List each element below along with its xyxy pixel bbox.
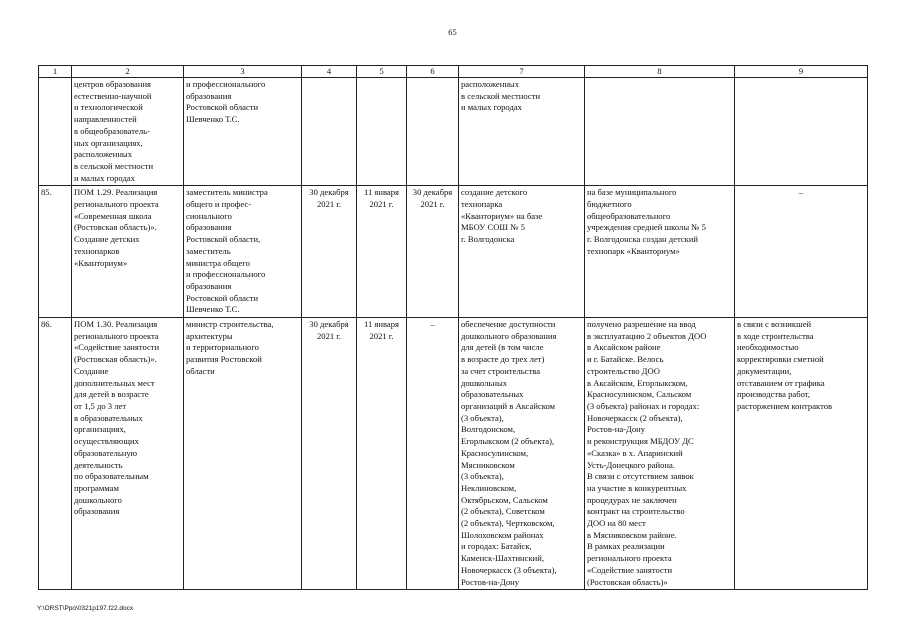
- reason-cell: [735, 78, 868, 186]
- report-table: [38, 65, 868, 590]
- row-number: 85.: [39, 186, 72, 318]
- col-header: 9: [735, 66, 868, 78]
- end-date-cell: 30 декабря 2021 г.: [407, 186, 459, 318]
- col-header: 5: [357, 66, 407, 78]
- start-date-cell: 11 января 2021 г.: [357, 318, 407, 590]
- reason-cell: в связи с возникшей в ходе строительства необходимостью корректировки сметной документации, отставанием от графика производства работ, расторжением контрактов: [735, 318, 868, 590]
- responsible-cell: заместитель министра общего и профес- сионального образования Ростовской области, заместитель министра общего и профессионального образования Ростовской области Шевченко Т.С.: [184, 186, 302, 318]
- event-cell: ПОМ 1.29. Реализация регионального проекта «Современная школа (Ростовская область)». Создание детских технопарков «Кванториум»: [72, 186, 184, 318]
- reason-cell: –: [735, 186, 868, 318]
- responsible-cell: министр строительства, архитектуры и территориального развития Ростовской области: [184, 318, 302, 590]
- file-path-footer: Y:\ORST\Ppo\0321p197.f22.docx: [37, 605, 134, 612]
- col-header: 4: [302, 66, 357, 78]
- plan-date-cell: 30 декабря 2021 г.: [302, 186, 357, 318]
- page-number: 65: [448, 27, 457, 37]
- actual-result-cell: [585, 78, 735, 186]
- start-date-cell: [357, 78, 407, 186]
- row-number: 86.: [39, 318, 72, 590]
- event-cell: центров образования естественно-научной и технологической направленностей в общеобразователь- ных организациях, расположенных в сельской местности и малых городах: [72, 78, 184, 186]
- table-row: [39, 78, 868, 186]
- expected-result-cell: обеспечение доступности дошкольного образования для детей (в том числе в возрасте до трех лет) за счет строительства дошкольных образовательных организаций в Аксайском (3 объекта), Волгодонском, Егорлыкском (2 объекта), Красносулинском, Мясниковском (3 объекта), Неклиновском, Октябрьском, Сальском (2 объекта), Советском (2 объекта), Чертковском, Шолоховском районах и городах: Батайск, Каменск-Шахтинский, Новочеркасск (3 объекта), Ростов-на-Дону: [459, 318, 585, 590]
- col-header: 3: [184, 66, 302, 78]
- col-header: 6: [407, 66, 459, 78]
- start-date-cell: 11 января 2021 г.: [357, 186, 407, 318]
- col-header: 1: [39, 66, 72, 78]
- column-number-row: [39, 66, 868, 78]
- table-row: [39, 186, 868, 318]
- responsible-cell: и профессионального образования Ростовской области Шевченко Т.С.: [184, 78, 302, 186]
- actual-result-cell: на базе муниципального бюджетного общеобразовательного учреждения средней школы № 5 г. Волгодонска создан детский технопарк «Кванториум»: [585, 186, 735, 318]
- actual-result-cell: получено разрешение на ввод в эксплуатацию 2 объектов ДОО в Аксайском районе и г. Батайске. Велось строительство ДОО в Аксайском, Егорлыкском, Красносулинском, Сальском (3 объекта) районах и городах: Новочеркасск (2 объекта), Ростов-на-Дону и реконструкция МБДОУ ДС «Сказка» в х. Апаринский Усть-Донецкого района. В связи с отсутствием заявок на участие в конкурентных процедурах не заключен контракт на строительство ДОО на 80 мест в Мясниковском районе. В рамках реализации регионального проекта «Содействие занятости (Ростовская область)»: [585, 318, 735, 590]
- event-cell: ПОМ 1.30. Реализация регионального проекта «Содействие занятости (Ростовская область)». Создание дополнительных мест для детей в возрасте от 1,5 до 3 лет в образовательных организациях, осуществляющих образовательную деятельность по образовательным программам дошкольного образования: [72, 318, 184, 590]
- row-number: [39, 78, 72, 186]
- plan-date-cell: [302, 78, 357, 186]
- expected-result-cell: создание детского технопарка «Кванториум» на базе МБОУ СОШ № 5 г. Волгодонска: [459, 186, 585, 318]
- expected-result-cell: расположенных в сельской местности и малых городах: [459, 78, 585, 186]
- end-date-cell: [407, 78, 459, 186]
- col-header: 2: [72, 66, 184, 78]
- end-date-cell: –: [407, 318, 459, 590]
- col-header: 8: [585, 66, 735, 78]
- col-header: 7: [459, 66, 585, 78]
- plan-date-cell: 30 декабря 2021 г.: [302, 318, 357, 590]
- table-row: [39, 318, 868, 590]
